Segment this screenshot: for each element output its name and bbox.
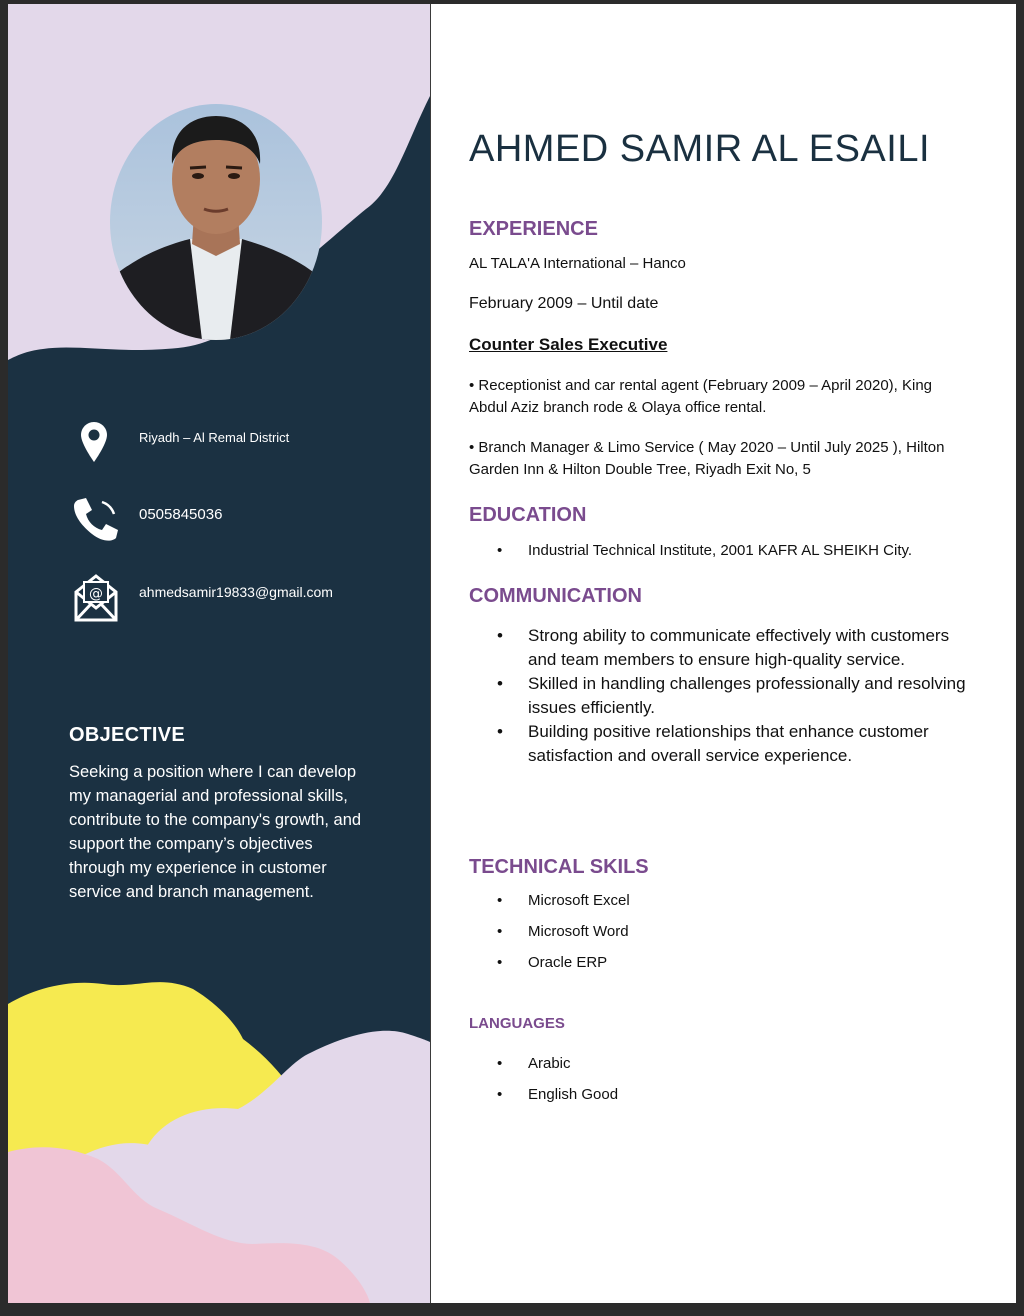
experience-role: Counter Sales Executive [469, 335, 668, 354]
list-item: • Skilled in handling challenges professionally and resolving issues efficiently. [469, 672, 969, 720]
experience-point: • Receptionist and car rental agent (February 2009 – April 2020), King Abdul Aziz branch rode & Olaya office rental. [469, 377, 933, 416]
svg-text:@: @ [89, 586, 103, 602]
education-title: EDUCATION [469, 504, 587, 526]
list-item: • Microsoft Word [469, 921, 630, 952]
experience-company: AL TALA'A International – Hanco [469, 255, 686, 272]
portrait-illustration [110, 104, 322, 340]
list-item: • Oracle ERP [469, 952, 630, 983]
languages-title: LANGUAGES [469, 1015, 565, 1032]
sidebar [8, 4, 430, 1303]
phone-icon [72, 496, 118, 542]
languages-list [469, 1053, 618, 1115]
phone-text: 0505845036 [139, 506, 223, 523]
list-item: • Strong ability to communicate effectively with customers and team members to ensure high-quality service. [469, 624, 969, 672]
list-item: • Industrial Technical Institute, 2001 KAFR AL SHEIKH City. [469, 540, 912, 562]
list-item: • Arabic [469, 1053, 618, 1084]
technical-title: TECHNICAL SKILS [469, 856, 649, 878]
education-list [469, 540, 912, 562]
experience-period: February 2009 – Until date [469, 295, 659, 312]
location-text: Riyadh – Al Remal District [139, 430, 290, 445]
list-item: • Building positive relationships that enhance customer satisfaction and overall service experience. [469, 720, 969, 768]
candidate-name: AHMED SAMIR AL ESAILI [469, 128, 931, 170]
experience-title: EXPERIENCE [469, 218, 598, 240]
technical-list [469, 890, 630, 983]
email-text: ahmedsamir19833@gmail.com [139, 584, 333, 600]
list-item: • English Good [469, 1084, 618, 1115]
profile-photo [110, 104, 322, 340]
experience-point: • Branch Manager & Limo Service ( May 2020 – Until July 2025 ), Hilton Garden Inn & Hilton Double Tree, Riyadh Exit No, 5 [469, 439, 945, 478]
list-item: • Microsoft Excel [469, 890, 630, 921]
objective-title: OBJECTIVE [69, 724, 186, 746]
mail-icon [73, 572, 119, 622]
communication-list [469, 624, 969, 768]
objective-text: Seeking a position where I can develop my managerial and professional skills, contribute to the company's growth, and support the company’s objectives through my experience in customer service and branch management. [69, 763, 362, 901]
column-divider [430, 4, 431, 1303]
location-pin-icon [81, 422, 107, 462]
communication-title: COMMUNICATION [469, 585, 642, 607]
resume-page [8, 4, 1016, 1303]
